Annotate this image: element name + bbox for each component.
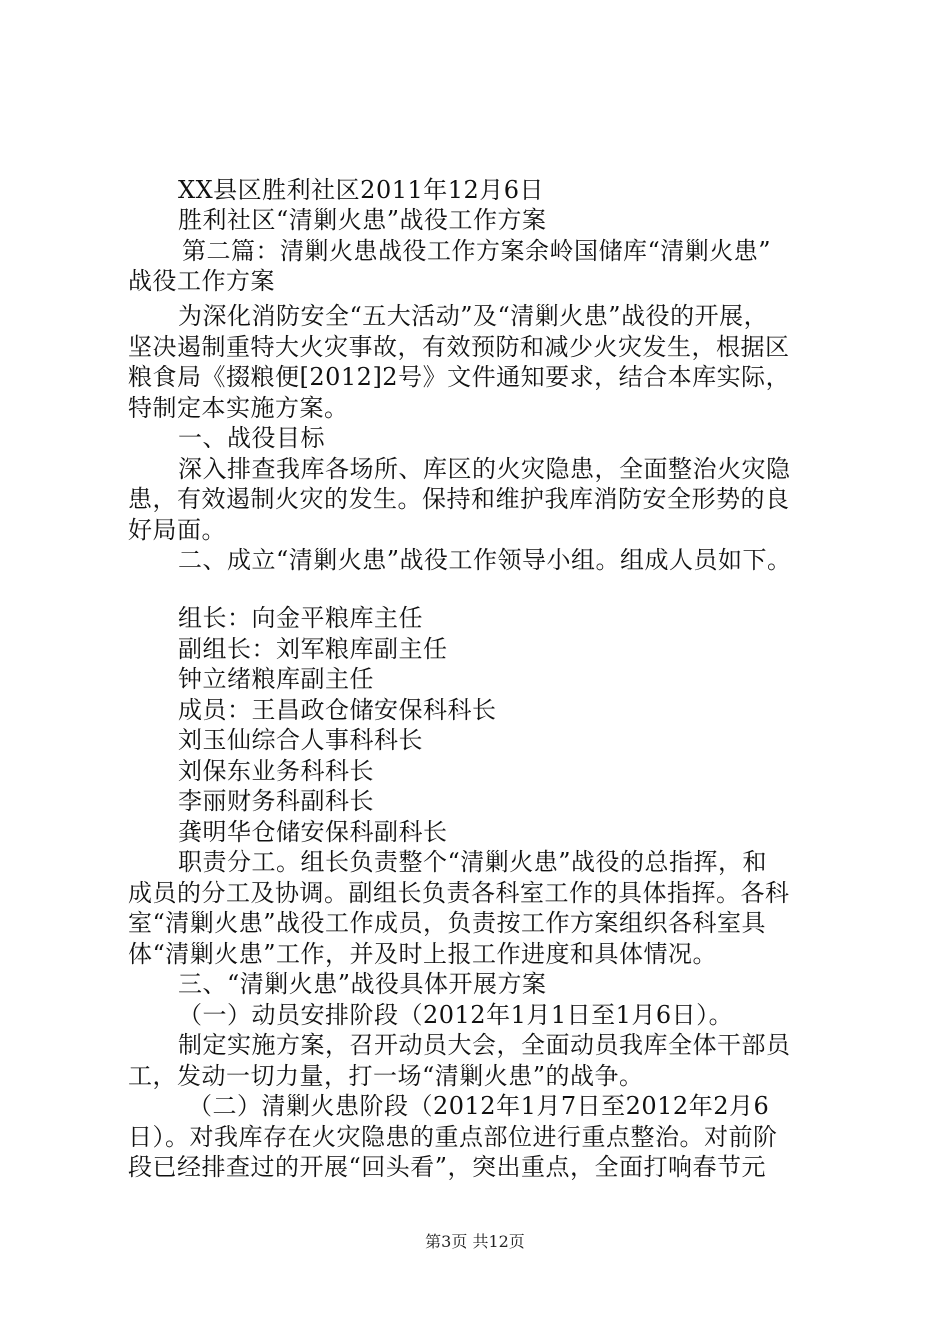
member-line: 李丽财务科副科长 — [178, 787, 374, 815]
member-line: 组长：向金平粮库主任 — [178, 604, 423, 632]
text-line: 为深化消防安全“五大活动”及“清剿火患”战役的开展， — [178, 302, 769, 330]
text-line: 日）。对我库存在火灾隐患的重点部位进行重点整治。对前阶 — [128, 1123, 778, 1151]
member-line: 龚明华仓储安保科副科长 — [178, 818, 448, 846]
text-line: 工，发动一切力量，打一场“清剿火患”的战争。 — [128, 1062, 644, 1090]
subsection-heading: （一）动员安排阶段（2012年1月1日至1月6日）。 — [178, 1001, 734, 1029]
member-line: 钟立绪粮库副主任 — [178, 665, 374, 693]
text-line: 段已经排查过的开展“回头看”，突出重点，全面打响春节元 — [128, 1153, 767, 1181]
member-line: 刘保东业务科科长 — [178, 757, 374, 785]
text-line: 粮食局《掇粮便[2012]2号》文件通知要求，结合本库实际， — [128, 363, 791, 391]
text-line: 职责分工。组长负责整个“清剿火患”战役的总指挥，和 — [178, 848, 768, 876]
text-line: 特制定本实施方案。 — [128, 394, 349, 422]
section-heading: 二、成立“清剿火患”战役工作领导小组。组成人员如下。 — [178, 546, 792, 574]
page-number-footer: 第3页 共12页 — [425, 1232, 525, 1251]
text-line: 战役工作方案 — [128, 267, 275, 295]
text-line: 患，有效遏制火灾的发生。保持和维护我库消防安全形势的良 — [128, 485, 790, 513]
text-line: 好局面。 — [128, 516, 226, 544]
member-line: 副组长：刘军粮库副主任 — [178, 635, 448, 663]
text-line: 第二篇：清剿火患战役工作方案余岭国储库“清剿火患” — [182, 237, 772, 265]
subsection-heading: （二）清剿火患阶段（2012年1月7日至2012年2月6 — [188, 1092, 770, 1120]
text-line: 深入排查我库各场所、库区的火灾隐患，全面整治火灾隐 — [178, 455, 791, 483]
text-line: 体“清剿火患”工作，并及时上报工作进度和具体情况。 — [128, 940, 718, 968]
text-line: 室“清剿火患”战役工作成员，负责按工作方案组织各科室具 — [128, 909, 767, 937]
member-line: 刘玉仙综合人事科科长 — [178, 726, 423, 754]
member-line: 成员：王昌政仓储安保科科长 — [178, 696, 497, 724]
text-line: 坚决遏制重特大火灾事故，有效预防和减少火灾发生，根据区 — [128, 333, 790, 361]
section-heading: 一、战役目标 — [178, 424, 325, 452]
text-line: XX县区胜利社区2011年12月6日 — [178, 176, 545, 204]
section-heading: 三、“清剿火患”战役具体开展方案 — [178, 970, 547, 998]
text-line: 胜利社区“清剿火患”战役工作方案 — [178, 206, 547, 234]
text-line: 制定实施方案，召开动员大会，全面动员我库全体干部员 — [178, 1031, 791, 1059]
text-line: 成员的分工及协调。副组长负责各科室工作的具体指挥。各科 — [128, 879, 790, 907]
